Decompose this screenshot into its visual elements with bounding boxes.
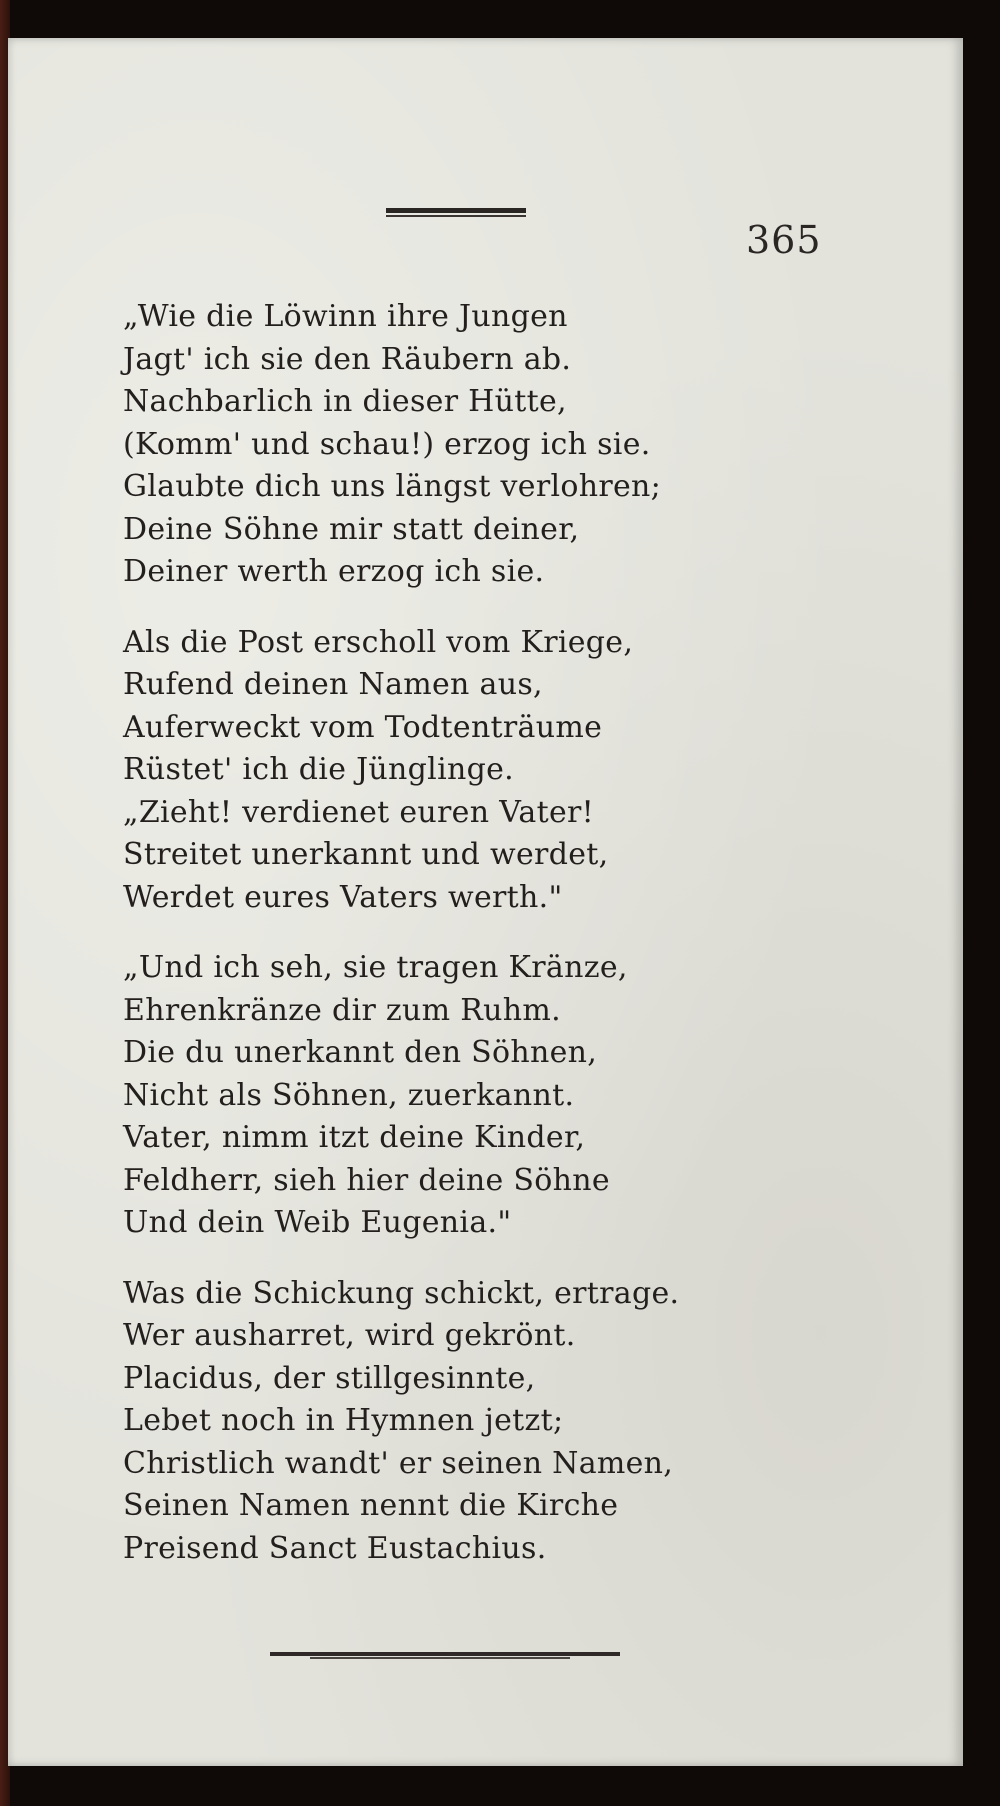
poem-line: Deiner werth erzog ich sie. bbox=[123, 554, 545, 589]
poem-line: Und dein Weib Eugenia." bbox=[123, 1205, 512, 1240]
poem-line: Nachbarlich in dieser Hütte, bbox=[123, 384, 567, 419]
poem-line: „Und ich seh, sie tragen Kränze, bbox=[123, 950, 628, 985]
footer-rule-secondary bbox=[310, 1657, 570, 1659]
stanza-4 bbox=[123, 1273, 843, 1571]
book-page bbox=[8, 38, 963, 1766]
stanza-2 bbox=[123, 622, 843, 920]
poem-line: Ehrenkränze dir zum Ruhm. bbox=[123, 992, 561, 1028]
stanza-1 bbox=[123, 296, 843, 594]
poem-line: „Zieht! verdienet euren Vater! bbox=[123, 794, 594, 830]
poem-line: Rüstet' ich die Jünglinge. bbox=[123, 752, 514, 787]
footer-rule-main bbox=[270, 1652, 620, 1656]
page-number: 365 bbox=[746, 218, 822, 262]
poem-line: Vater, nimm itzt deine Kinder, bbox=[123, 1120, 586, 1155]
poem-text bbox=[123, 296, 843, 1598]
poem-line: Lebet noch in Hymnen jetzt; bbox=[123, 1403, 564, 1438]
poem-line: Glaubte dich uns längst verlohren; bbox=[123, 469, 662, 504]
stanza-3 bbox=[123, 947, 843, 1245]
poem-line: Wer ausharret, wird gekrönt. bbox=[123, 1318, 576, 1353]
poem-line: (Komm' und schau!) erzog ich sie. bbox=[123, 426, 651, 462]
poem-line: Christlich wandt' er seinen Namen, bbox=[123, 1445, 674, 1481]
poem-line: Was die Schickung schickt, ertrage. bbox=[123, 1275, 680, 1311]
header-ornament-rule bbox=[386, 208, 526, 218]
poem-line: Streitet unerkannt und werdet, bbox=[123, 837, 609, 872]
poem-line: Werdet eures Vaters werth." bbox=[123, 879, 563, 915]
poem-line: Placidus, der stillgesinnte, bbox=[123, 1360, 536, 1396]
poem-line: „Wie die Löwinn ihre Jungen bbox=[123, 299, 568, 334]
poem-line: Nicht als Söhnen, zuerkannt. bbox=[123, 1077, 575, 1113]
poem-line: Jagt' ich sie den Räubern ab. bbox=[123, 341, 572, 377]
poem-line: Auferweckt vom Todtenträume bbox=[123, 709, 603, 745]
poem-line: Die du unerkannt den Söhnen, bbox=[123, 1035, 598, 1070]
footer-ornament-rule bbox=[270, 1652, 620, 1660]
poem-line: Feldherr, sieh hier deine Söhne bbox=[123, 1162, 610, 1198]
poem-line: Preisend Sanct Eustachius. bbox=[123, 1530, 547, 1566]
poem-line: Deine Söhne mir statt deiner, bbox=[123, 511, 580, 547]
poem-line: Seinen Namen nennt die Kirche bbox=[123, 1488, 619, 1523]
header-rule-thick bbox=[386, 208, 526, 213]
header-rule-thin bbox=[386, 215, 526, 217]
poem-line: Als die Post erscholl vom Kriege, bbox=[123, 624, 634, 660]
poem-line: Rufend deinen Namen aus, bbox=[123, 667, 543, 702]
